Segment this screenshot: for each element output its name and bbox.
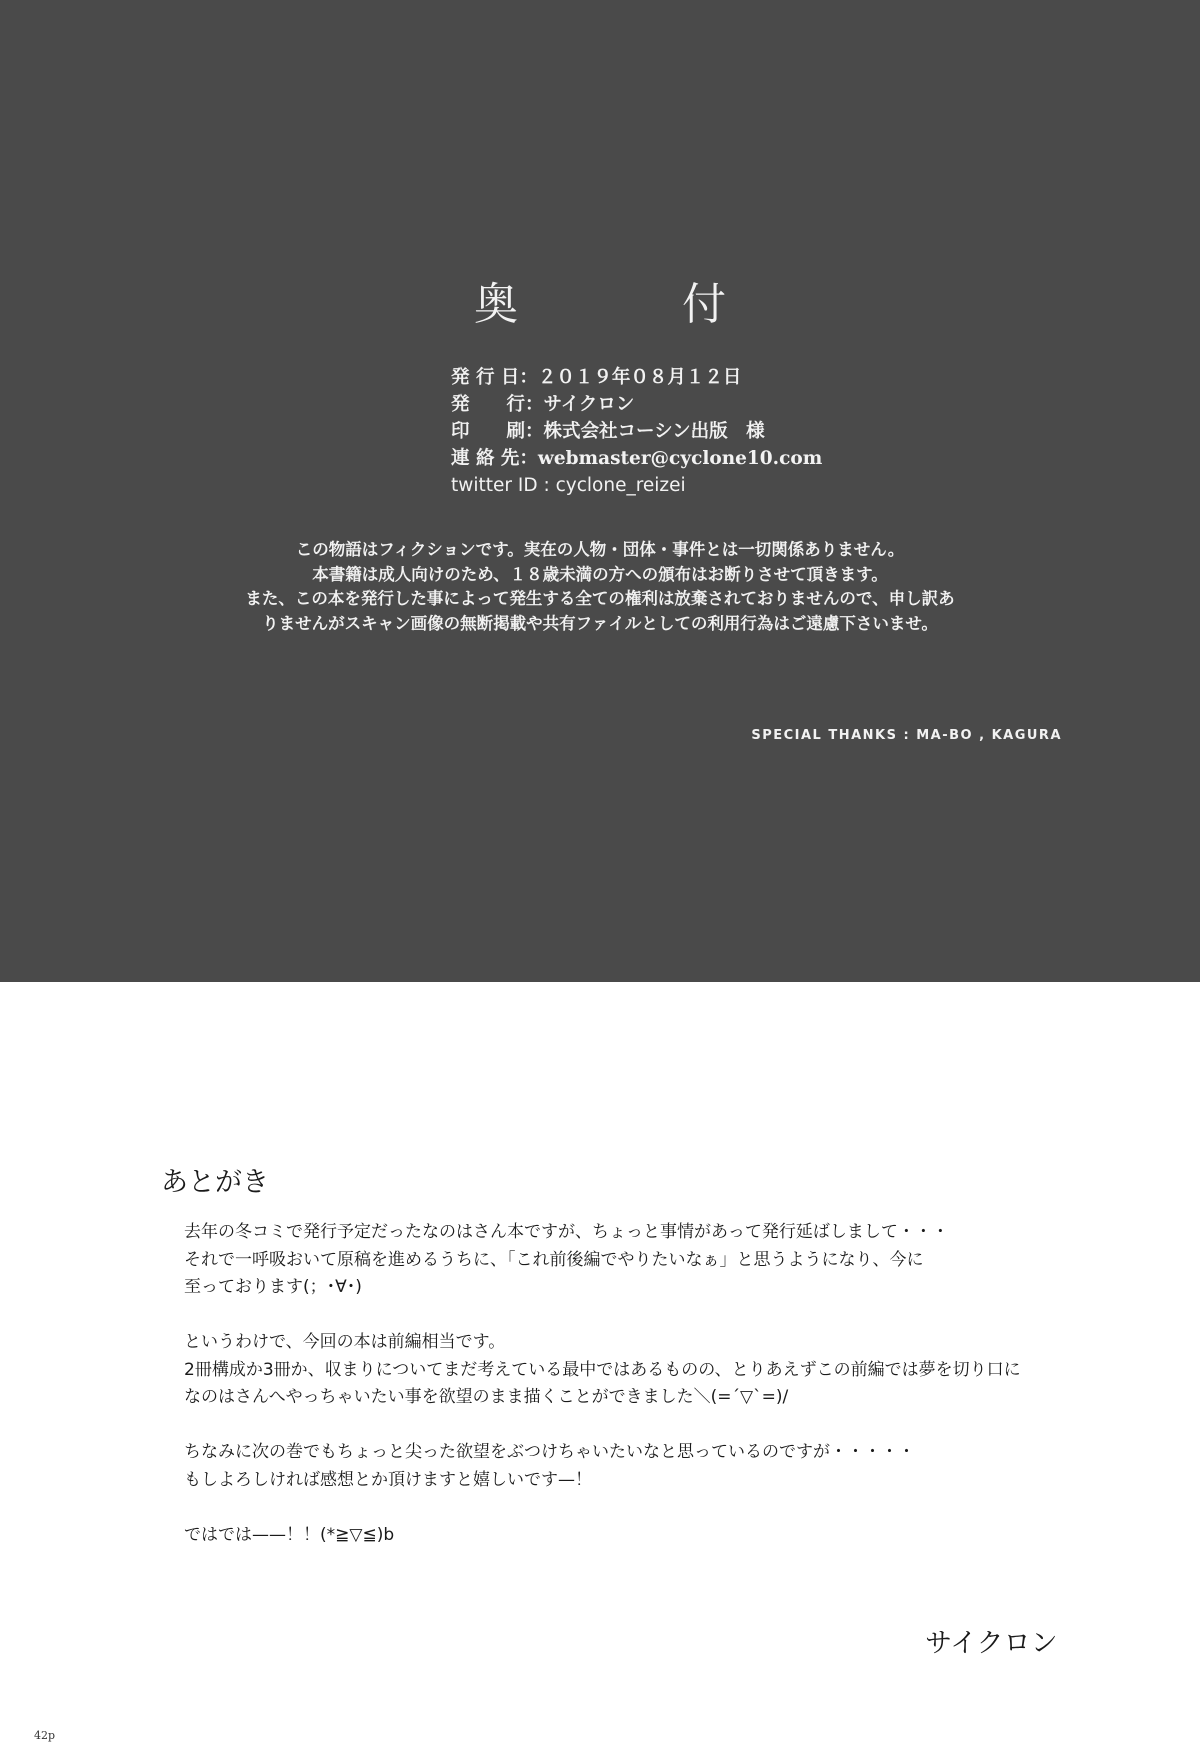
info-value: ２０１９年０８月１２日 bbox=[537, 367, 742, 388]
info-value: webmaster@cyclone10.com bbox=[537, 448, 823, 469]
afterword-line: なのはさんへやっちゃいたい事を欲望のまま描くことができました＼(=´▽`=)/ bbox=[184, 1387, 789, 1407]
page-number: 42p bbox=[34, 1729, 56, 1742]
author-signature: サイクロン bbox=[925, 1628, 1058, 1659]
info-row-twitter bbox=[451, 472, 822, 499]
afterword-line bbox=[184, 1494, 1021, 1522]
info-row-publisher bbox=[451, 391, 822, 418]
afterword-line: もしよろしければ感想とか頂けますと嬉しいです—！ bbox=[184, 1469, 592, 1490]
notice-line: この物語はフィクションです。実在の人物・団体・事件とは一切関係ありません。 bbox=[295, 540, 905, 559]
info-value: cyclone_reizei bbox=[555, 475, 686, 496]
afterword-line: 去年の冬コミで発行予定だったなのはさん本ですが、ちょっと事情があって発行延ばしまして・・・ bbox=[184, 1222, 949, 1242]
notice-line: りませんがスキャン画像の無断掲載や共有ファイルとしての利用行為はご遠慮下さいませ。 bbox=[262, 613, 938, 633]
afterword-line: ではでは——！！(*≧▽≦)b bbox=[184, 1524, 395, 1545]
info-row-date bbox=[451, 364, 822, 391]
info-label: 印 刷： bbox=[451, 421, 544, 442]
afterword-line: それで一呼吸おいて原稿を進めるうちに、「これ前後編でやりたいなぁ」と思うようになり、今に bbox=[184, 1249, 924, 1270]
publication-info bbox=[451, 364, 822, 499]
notice-line: 本書籍は成人向けのため、１８歳未満の方への頒布はお断りさせて頂きます。 bbox=[312, 564, 888, 584]
special-thanks: SPECIAL THANKS : MA-BO , KAGURA bbox=[751, 728, 1062, 743]
info-value: サイクロン bbox=[543, 394, 635, 415]
info-label: 連 絡 先： bbox=[451, 448, 538, 469]
afterword-line: 至っております(；･∀･) bbox=[184, 1277, 362, 1297]
legal-notice bbox=[0, 538, 1200, 636]
afterword-title: あとがき bbox=[161, 1167, 269, 1198]
afterword-line: 2冊構成か3冊か、収まりについてまだ考えている最中ではあるものの、とりあえずこの前編では夢を切り口に bbox=[184, 1359, 1021, 1380]
info-label: 発 行： bbox=[451, 394, 544, 415]
info-value: 株式会社コーシン出版 様 bbox=[543, 421, 765, 442]
notice-line: また、この本を発行した事によって発生する全ての権利は放棄されておりませんので、申し訳あ bbox=[245, 589, 955, 608]
info-row-printer bbox=[451, 418, 822, 445]
afterword-line bbox=[184, 1302, 1021, 1330]
info-row-contact bbox=[451, 445, 822, 472]
afterword-line: ちなみに次の巻でもちょっと尖った欲望をぶつけちゃいたいなと思っているのですが・・・・・ bbox=[184, 1442, 915, 1462]
afterword-body bbox=[184, 1219, 1021, 1549]
info-label: twitter ID : bbox=[451, 475, 556, 496]
info-label: 発 行 日： bbox=[451, 367, 538, 388]
afterword-line bbox=[184, 1412, 1021, 1440]
colophon-title: 奥 付 bbox=[474, 279, 786, 330]
afterword-line: というわけで、今回の本は前編相当です。 bbox=[184, 1332, 506, 1352]
